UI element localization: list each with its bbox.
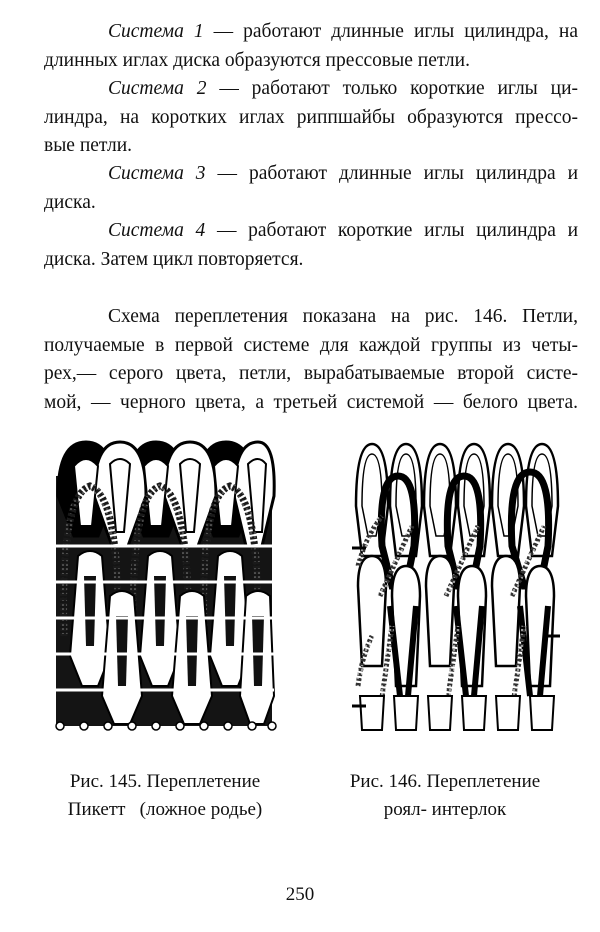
text-line	[44, 75, 578, 104]
text-span: — работают короткие иглы цилиндра и	[205, 220, 579, 241]
text-line: линдра, на коротких иглах риппшайбы образуются прессо-	[44, 106, 578, 128]
paragraph-system-1	[44, 18, 578, 75]
text-line: длинных иглах диска образуются прессовые петли.	[44, 49, 470, 71]
caption-line: Пикетт (ложное родье)	[67, 799, 263, 820]
text-line: рех,— серого цвета, петли, вырабатываемые второй систе-	[44, 363, 578, 384]
figure-146-caption	[320, 768, 570, 824]
system-label: Система 1	[108, 21, 204, 42]
text-line: диска.	[44, 191, 96, 213]
text-line	[44, 18, 578, 47]
paragraph-system-4	[44, 217, 578, 274]
caption-line: Рис. 146. Переплетение	[349, 771, 541, 792]
paragraph-system-2	[44, 75, 578, 161]
text-line	[44, 217, 578, 246]
text-line: вые петли.	[44, 135, 133, 156]
text-line: диска. Затем цикл повторяется.	[44, 248, 304, 270]
text-line	[44, 303, 578, 332]
system-label: Система 3	[108, 163, 206, 184]
text-line	[44, 160, 578, 189]
system-label: Система 4	[108, 220, 206, 241]
text-line: получаемые в первой системе для каждой группы из четы-	[44, 334, 578, 356]
caption-line: Рис. 145. Переплетение	[69, 771, 261, 792]
caption-line: роял- интерлок	[383, 799, 507, 820]
text-span: Схема переплетения показана на рис. 146. Петли,	[108, 306, 578, 327]
figure-146-royal-interlock-illustration	[352, 436, 562, 734]
paragraph-system-3	[44, 160, 578, 217]
figure-145-caption	[40, 768, 290, 824]
page-number: 250	[285, 884, 315, 905]
paragraph-scheme-description	[44, 303, 578, 417]
text-line: мой, — черного цвета, а третьей системой — белого цвета.	[44, 391, 578, 413]
text-span: — работают длинные иглы цилиндра и	[205, 163, 579, 184]
system-label: Система 2	[108, 78, 207, 99]
figure-145-pikett-illustration	[50, 436, 278, 732]
text-span: — работают только короткие иглы ци-	[206, 78, 578, 99]
text-span: — работают длинные иглы цилиндра, на	[203, 21, 579, 42]
